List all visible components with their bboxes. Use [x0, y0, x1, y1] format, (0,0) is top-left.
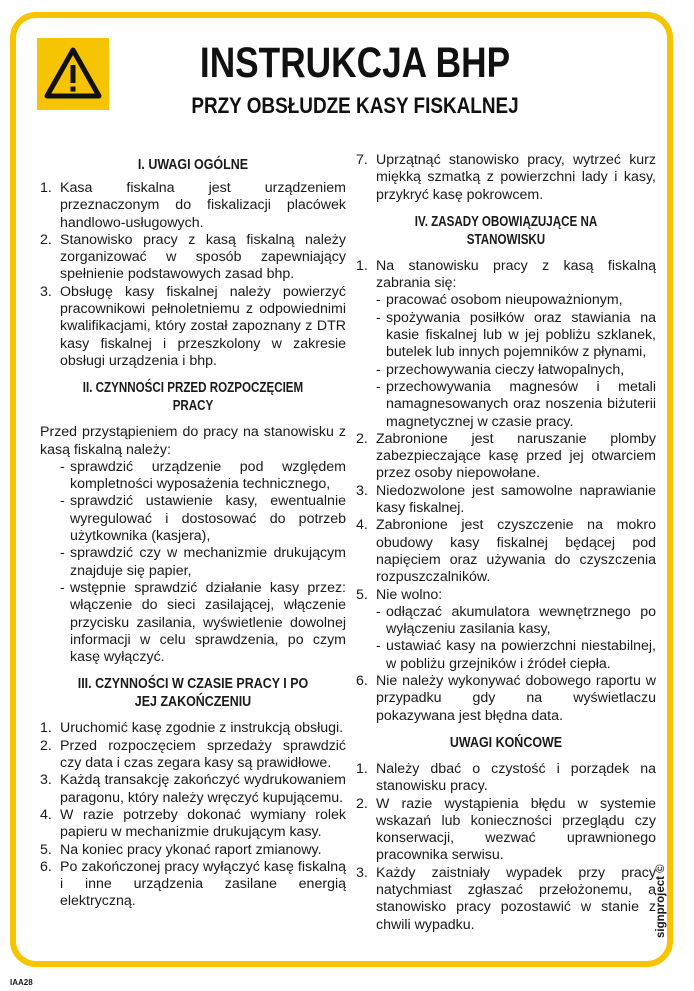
warning-sign — [37, 38, 109, 110]
section-2-list — [40, 459, 346, 667]
list-item: 2. Stanowisko pracy z kasą fiskalną należy zorganizować w sposób zapewniający spełnienie podstawowych zasad bhp. — [40, 231, 346, 283]
list-item: 1. Należy dbać o czystość i porządek na stanowisku pracy. — [356, 760, 656, 795]
list-item: 5. Na koniec pracy ykonać raport zmianowy. — [40, 841, 322, 858]
section-heading-3: III. CZYNNOŚCI W CZASIE PRACY I PO JEJ ZAKOŃCZENIU — [77, 676, 309, 711]
list-item: - spożywania posiłków oraz stawiania na kasie fiskalnej lub w jej pobliżu szklanek, butelek lub innych pojemników z płynami, — [376, 309, 656, 361]
list-item: 3. Obsługę kasy fiskalnej należy powierzyć pracownikowi pełnoletniemu z odpowiednimi kwalifikacjami, który został zapoznany z DTR kasy fiskalnej i przeszkolony w zakresie obsługi urządzenia i bhp. — [40, 283, 346, 369]
list-item: - odłączać akumulatora wewnętrznego po wyłączeniu zasilania kasy, — [376, 603, 656, 638]
section-4-list — [356, 258, 656, 725]
section-2-intro: Przed przystąpieniem do pracy na stanowisku z kasą fiskalną należy: — [40, 424, 346, 458]
list-item: 2. Przed rozpoczęciem sprzedaży sprawdzić czy data i czas zegara kasy są prawidłowe. — [40, 737, 346, 772]
section-1-list — [40, 180, 346, 370]
page-title: INSTRUKCJA BHP — [199, 39, 511, 87]
list-item: - sprawdzić czy w mechanizmie drukującym znajduje się papier, — [60, 545, 346, 579]
left-column — [40, 156, 346, 911]
list-item: 4. Zabronione jest czyszczenie na mokro obudowy kasy fiskalnej będącej pod napięciem oraz używania do czyszczenia rozpuszczalników. — [356, 517, 656, 586]
list-item: 2. W razie wystąpienia błędu w systemie wskazań lub konieczności przeglądu czy konserwacji, wezwać uprawnionego pracownika serwisu. — [356, 795, 656, 864]
list-item: - wstępnie sprawdzić działanie kasy przez: włączenie do sieci zasilającej, włączenie przycisku zasilania, wyświetlenie dowolnej informacji w celu sprawdzenia, po czym kasę wyłączyć. — [60, 579, 346, 666]
list-item: 3. Niedozwolone jest samowolne naprawianie kasy fiskalnej. — [356, 482, 656, 517]
list-item: 1. Kasa fiskalna jest urządzeniem przeznaczonym do fiskalizacji placówek handlowo-usługowych. — [40, 180, 346, 231]
list-item: 1. Na stanowisku pracy z kasą fiskalną zabrania się: — [356, 257, 656, 292]
section-5-list — [356, 761, 656, 934]
section-3-list-continued — [356, 152, 656, 204]
list-item: 6. Po zakończonej pracy wyłączyć kasę fiskalną i inne urządzenia zasilane energią elektryczną. — [40, 858, 346, 910]
section-heading-2: II. CZYNNOŚCI PRZED ROZPOCZĘCIEM PRACY — [82, 380, 304, 415]
right-column — [356, 152, 656, 934]
list-item: 3. Każdy zaistniały wypadek przy pracy natychmiast zgłaszać przełożonemu, a stanowisko pracy pozostawić w stanie z chwili wypadku. — [356, 864, 656, 933]
list-item: - sprawdzić urządzenie pod względem kompletności wyposażenia technicznego, — [60, 458, 346, 493]
list-item: 2. Zabronione jest naruszanie plomby zabezpieczające kasę przed jej otwarciem przez osoby niepowołane. — [356, 430, 656, 482]
warning-triangle-icon — [37, 38, 109, 110]
list-item: - pracować osobom nieupoważnionym, — [376, 292, 623, 309]
list-item: 6. Nie należy wykonywać dobowego raportu w przypadku gdy na wyświetlaczu pokazywana jest błędna data. — [356, 673, 656, 724]
list-item: - przechowywania cieczy łatwopalnych, — [376, 361, 625, 378]
page-subtitle: PRZY OBSŁUDZE KASY FISKALNEJ — [191, 93, 519, 118]
section-3-list — [40, 720, 346, 910]
list-item: - ustawiać kasy na powierzchni niestabilnej, w pobliżu grzejników i źródeł ciepła. — [376, 638, 656, 672]
section-heading-1: I. UWAGI OGÓLNE — [137, 157, 249, 173]
list-subitems — [356, 604, 656, 673]
product-code: IAA28 — [10, 978, 33, 987]
list-item: 1. Uruchomić kasę zgodnie z instrukcją obsługi. — [40, 720, 344, 737]
list-item: - przechowywania magnesów i metali namagnesowanych oraz noszenia biżuterii magnetycznej w czasie pracy. — [376, 378, 656, 430]
list-item: 5. Nie wolno: — [356, 586, 443, 603]
list-item: 7. Uprzątnąć stanowisko pracy, wytrzeć kurz miękką szmatką z powierzchni lady i kasy, przykryć kasę pokrowcem. — [356, 152, 656, 203]
list-item: - sprawdzić ustawienie kasy, ewentualnie wyregulować i dostosować do potrzeb użytkownika (kasjera), — [60, 493, 346, 545]
section-heading-5: UWAGI KOŃCOWE — [449, 734, 563, 751]
list-item: 3. Każdą transakcję zakończyć wydrukowaniem paragonu, który należy wręczyć kupującemu. — [40, 772, 346, 806]
section-heading-4: IV. ZASADY OBOWIĄZUJĄCE NA STANOWISKU — [414, 213, 598, 248]
list-subitems — [356, 292, 656, 430]
list-item: 4. W razie potrzeby dokonać wymiany rolek papieru w mechanizmie drukującym kasy. — [40, 806, 346, 841]
brand-label: signproject © — [655, 864, 667, 938]
